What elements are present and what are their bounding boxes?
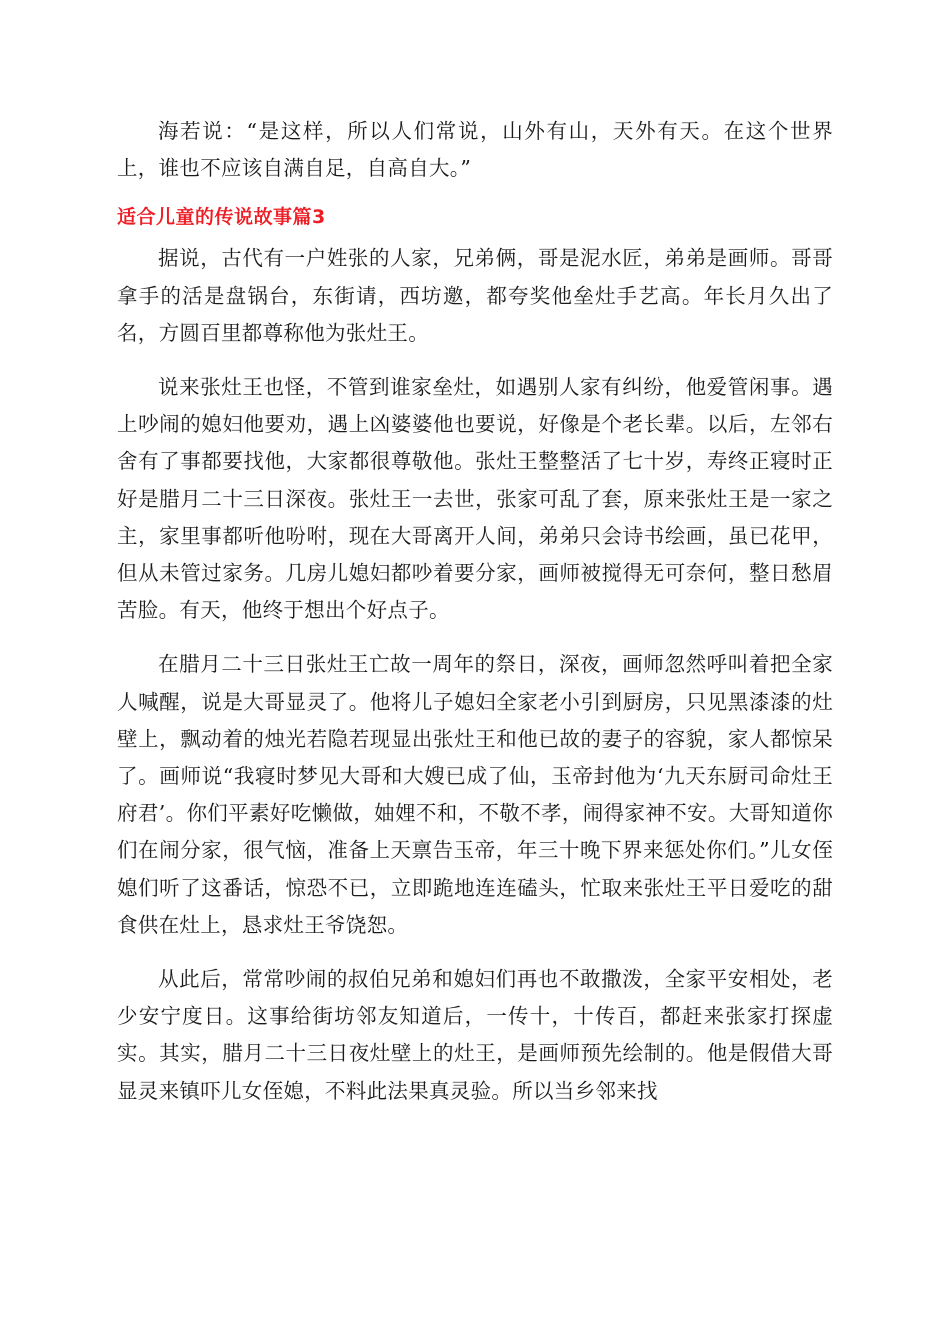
story-paragraph-4: 从此后，常常吵闹的叔伯兄弟和媳妇们再也不敢撒泼，全家平安相处，老少安宁度日。这事给街坊邻友知道后，一传十，十传百，都赶来张家打探虚实。其实，腊月二十三日夜灶壁上的灶王，是画师预先绘制的。他是假借大哥显灵来镇吓儿女侄媳，不料此法果真灵验。所以当乡邻来找 [117,967,833,1103]
intro-paragraph: 海若说：“是这样，所以人们常说，山外有山，天外有天。在这个世界上，谁也不应该自满自足，自高自大。” [117,119,833,181]
story-paragraph-2: 说来张灶王也怪，不管到谁家垒灶，如遇别人家有纠纷，他爱管闲事。遇上吵闹的媳妇他要劝，遇上凶婆婆他也要说，好像是个老长辈。以后，左邻右舍有了事都要找他，大家都很尊敬他。张灶王整整活了七十岁，寿终正寝时正好是腊月二十三日深夜。张灶王一去世，张家可乱了套，原来张灶王是一家之主，家里事都听他吩咐，现在大哥离开人间，弟弟只会诗书绘画，虽已花甲，但从未管过家务。几房儿媳妇都吵着要分家，画师被搅得无可奈何，整日愁眉苦脸。有天，他终于想出个好点子。 [117,375,833,623]
section-heading: 适合儿童的传说故事篇3 [117,206,326,229]
story-paragraph-3: 在腊月二十三日张灶王亡故一周年的祭日，深夜，画师忽然呼叫着把全家人喊醒，说是大哥显灵了。他将儿子媳妇全家老小引到厨房，只见黑漆漆的灶壁上，飘动着的烛光若隐若现显出张灶王和他已故的妻子的容貌，家人都惊呆了。画师说“我寝时梦见大哥和大嫂已成了仙，玉帝封他为‘九天东厨司命灶王府君’。你们平素好吃懒做，妯娌不和，不敬不孝，闹得家神不安。大哥知道你们在闹分家，很气恼，准备上天禀告玉帝，年三十晚下界来惩处你们。”儿女侄媳们听了这番话，惊恐不已，立即跪地连连磕头，忙取来张灶王平日爱吃的甜食供在灶上，恳求灶王爷饶恕。 [117,652,833,937]
story-paragraph-1: 据说，古代有一户姓张的人家，兄弟俩，哥是泥水匠，弟弟是画师。哥哥拿手的活是盘锅台，东街请，西坊邀，都夸奖他垒灶手艺高。年长月久出了名，方圆百里都尊称他为张灶王。 [117,246,833,345]
document-body [117,113,833,1110]
